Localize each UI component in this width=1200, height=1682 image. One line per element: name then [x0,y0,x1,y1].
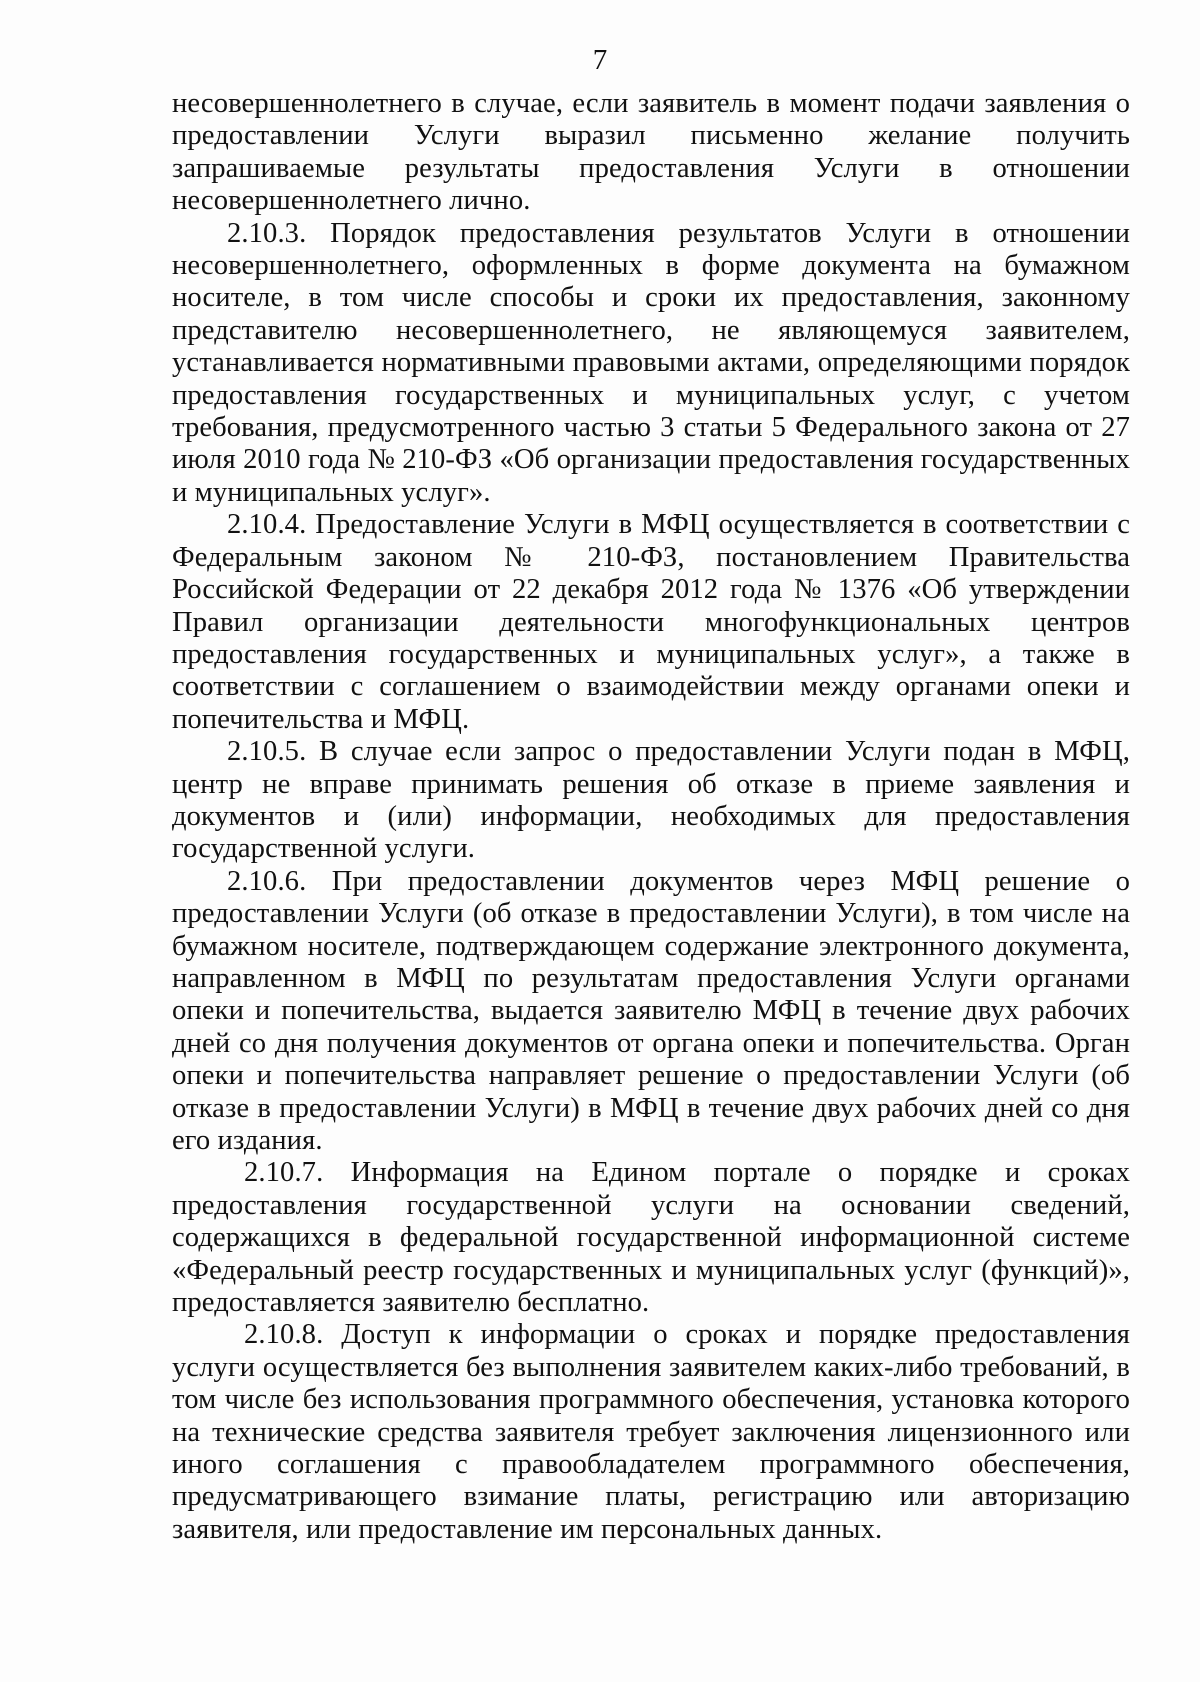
page-number: 7 [592,44,608,76]
paragraph-continuation: несовершеннолетнего в случае, если заявитель в момент подачи заявления о предоставлении Услуги выразил письменно желание получить запрашиваемые результаты предоставления Услуги в отношении несовершеннолетнего лично. [172,88,1130,217]
paragraph-2-10-5: 2.10.5. В случае если запрос о предоставлении Услуги подан в МФЦ, центр не вправе принимать решения об отказе в приеме заявления и документов и (или) информации, необходимых для предоставления государственной услуги. [172,736,1130,865]
paragraph-2-10-3: 2.10.3. Порядок предоставления результатов Услуги в отношении несовершеннолетнего, оформленных в форме документа на бумажном носителе, в том числе способы и сроки их предоставления, законному представителю несовершеннолетнего, не являющемуся заявителем, устанавливается нормативными правовыми актами, определяющими порядок предоставления государственных и муниципальных услуг, с учетом требования, предусмотренного частью 3 статьи 5 Федерального закона от 27 июля 2010 года № 210-ФЗ «Об организации предоставления государственных и муниципальных услуг». [172,217,1130,508]
paragraph-2-10-6: 2.10.6. При предоставлении документов через МФЦ решение о предоставлении Услуги (об отказе в предоставлении Услуги), в том числе на бумажном носителе, подтверждающем содержание электронного документа, направленном в МФЦ по результатам предоставления Услуги органами опеки и попечительства, выдается заявителю МФЦ в течение двух рабочих дней со дня получения документов от органа опеки и попечительства. Орган опеки и попечительства направляет решение о предоставлении Услуги (об отказе в предоставлении Услуги) в МФЦ в течение двух рабочих дней со дня его издания. [172,865,1130,1156]
paragraph-2-10-4: 2.10.4. Предоставление Услуги в МФЦ осуществляется в соответствии с Федеральным законом № 210-ФЗ, постановлением Правительства Российской Федерации от 22 декабря 2012 года № 1376 «Об утверждении Правил организации деятельности многофункциональных центров предоставления государственных и муниципальных услуг», а также в соответствии с соглашением о взаимодействии между органами опеки и попечительства и МФЦ. [172,509,1130,735]
paragraph-2-10-7: 2.10.7. Информация на Едином портале о порядке и сроках предоставления государственной услуги на основании сведений, содержащихся в федеральной государственной информационной системе «Федеральный реестр государственных и муниципальных услуг (функций)», предоставляется заявителю бесплатно. [172,1157,1130,1319]
document-body [172,88,1130,1546]
paragraph-2-10-8: 2.10.8. Доступ к информации о сроках и порядке предоставления услуги осуществляется без выполнения заявителем каких-либо требований, в том числе без использования программного обеспечения, установка которого на технические средства заявителя требует заключения лицензионного или иного соглашения с правообладателем программного обеспечения, предусматривающего взимание платы, регистрацию или авторизацию заявителя, или предоставление им персональных данных. [172,1319,1130,1545]
